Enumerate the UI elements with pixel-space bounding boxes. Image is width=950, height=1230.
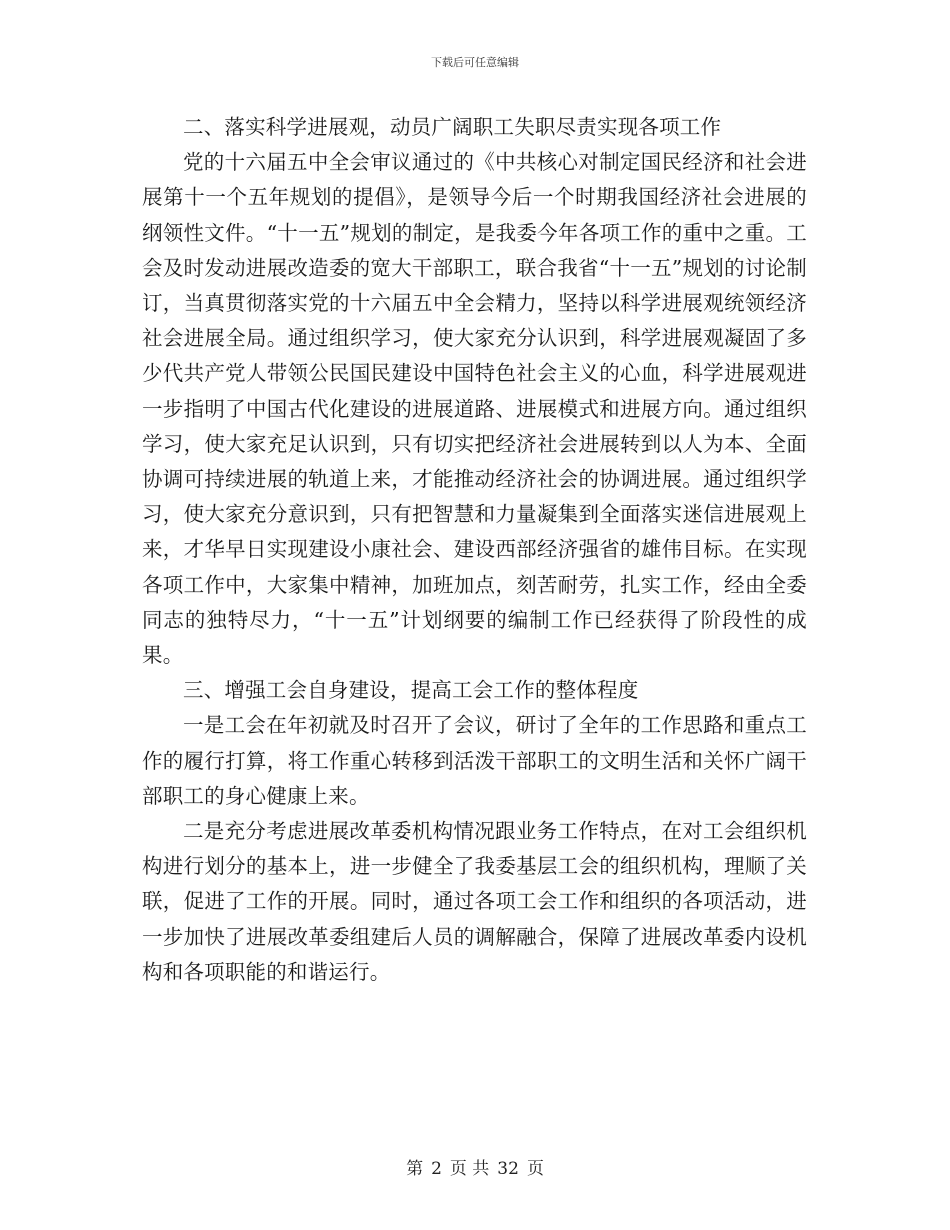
- paragraph-section-2-body: 党的十六届五中全会审议通过的《中共核心对制定国民经济和社会进展第十一个五年规划的提倡》，是领导今后一个时期我国经济社会进展的纲领性文件。“十一五”规划的制定，是我委今年各项工作的重中之重。工会及时发动进展改造委的宽大干部职工，联合我省“十一五”规划的讨论制订，当真贯彻落实党的十六届五中全会精力，坚持以科学进展观统领经济社会进展全局。通过组织学习，使大家充分认识到，科学进展观凝固了多少代共产党人带领公民国民建设中国特色社会主义的心血，科学进展观进一步指明了中国古代化建设的进展道路、进展模式和进展方向。通过组织学习，使大家充足认识到，只有切实把经济社会进展转到以人为本、全面协调可持续进展的轨道上来，才能推动经济社会的协调进展。通过组织学习，使大家充分意识到，只有把智慧和力量凝集到全面落实迷信进展观上来，才华早日实现建设小康社会、建设西部经济强省的雄伟目标。在实现各项工作中，大家集中精神，加班加点，刻苦耐劳，扎实工作，经由全委同志的独特尽力，“十一五”计划纲要的编制工作已经获得了阶段性的成果。: [142, 150, 807, 668]
- page-label-mid: 页 共: [449, 1159, 490, 1179]
- section-heading-2: 二、落实科学进展观，动员广阔职工失职尽责实现各项工作: [183, 115, 722, 139]
- page-label-suffix: 页: [526, 1159, 544, 1179]
- paragraph-point-1: 一是工会在年初就及时召开了会议，研讨了全年的工作思路和重点工作的履行打算，将工作重心转移到活泼干部职工的文明生活和关怀广阔干部职工的身心健康上来。: [142, 713, 807, 808]
- total-pages-number: 32: [497, 1159, 519, 1179]
- current-page-number: 2: [431, 1159, 442, 1179]
- page-header: 下载后可任意编辑: [431, 56, 519, 69]
- document-body: [142, 110, 807, 990]
- page-footer: [0, 1154, 950, 1179]
- section-heading-3: 三、增强工会自身建设，提高工会工作的整体程度: [183, 678, 639, 703]
- page-label-prefix: 第: [406, 1159, 424, 1179]
- paragraph-point-2: 二是充分考虑进展改革委机构情况跟业务工作特点，在对工会组织机构进行划分的基本上，进一步健全了我委基层工会的组织机构，理顺了关联，促进了工作的开展。同时，通过各项工会工作和组织的各项活动，进一步加快了进展改革委组建后人员的调解融合，保障了进展改革委内设机构和各项职能的和谐运行。: [142, 819, 807, 984]
